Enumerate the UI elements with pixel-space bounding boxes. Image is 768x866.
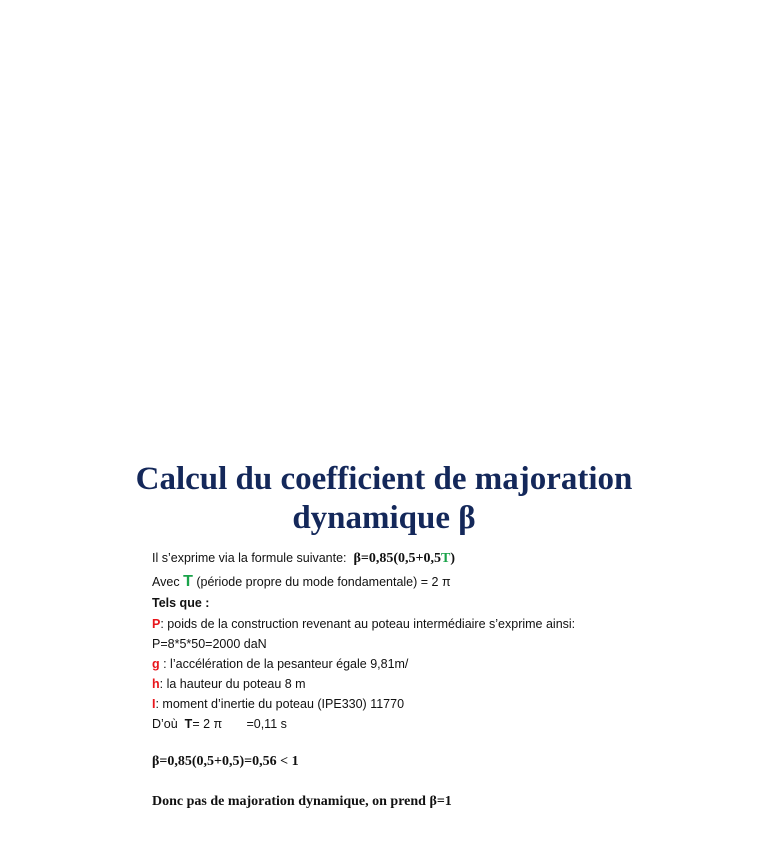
formula-line bbox=[152, 550, 455, 567]
result-t-prefix: D’où bbox=[152, 717, 178, 731]
formula-intro: Il s’exprime via la formule suivante: bbox=[152, 551, 347, 565]
definition-p-text: : poids de la construction revenant au poteau intermédiaire s’exprime ainsi: bbox=[160, 617, 576, 631]
definition-p-value bbox=[152, 636, 267, 652]
result-t-variable: T bbox=[184, 717, 193, 731]
page-title-line-1: Calcul du coefficient de majoration bbox=[135, 461, 633, 497]
page-title-line-2: dynamique β bbox=[292, 500, 476, 536]
variable-h: h bbox=[152, 677, 160, 691]
definition-p bbox=[152, 616, 575, 632]
variable-i: I bbox=[152, 697, 156, 711]
definition-g-text: : l’accélération de la pesanteur égale 9,81m/ bbox=[159, 657, 409, 671]
variable-g: g bbox=[152, 657, 160, 671]
avec-text: (période propre du mode fondamentale) = 2 π bbox=[196, 575, 451, 589]
definition-g bbox=[152, 656, 408, 672]
variable-p: P bbox=[152, 617, 161, 631]
definition-h-text: : la hauteur du poteau 8 m bbox=[159, 677, 306, 691]
tels-que-heading: Tels que : bbox=[152, 596, 210, 610]
avec-prefix: Avec bbox=[152, 575, 180, 589]
avec-line bbox=[152, 574, 451, 590]
definition-h bbox=[152, 676, 306, 692]
definition-i-text: : moment d’inertie du poteau (IPE330) 11770 bbox=[155, 697, 405, 711]
definition-i bbox=[152, 696, 404, 712]
p-value-text: P=8*5*50=2000 daN bbox=[152, 637, 267, 651]
result-t-line bbox=[152, 716, 287, 732]
formula-variable-t: T bbox=[440, 551, 451, 566]
avec-variable-t: T bbox=[183, 573, 193, 590]
formula-suffix: ) bbox=[450, 551, 455, 566]
conclusion: Donc pas de majoration dynamique, on prend β=1 bbox=[152, 794, 452, 809]
formula-prefix: β=0,85(0,5+0,5 bbox=[353, 551, 441, 566]
formula-expression bbox=[353, 551, 455, 566]
beta-result: β=0,85(0,5+0,5)=0,56 < 1 bbox=[152, 754, 299, 769]
result-t-text: = 2 π =0,11 s bbox=[192, 717, 287, 731]
